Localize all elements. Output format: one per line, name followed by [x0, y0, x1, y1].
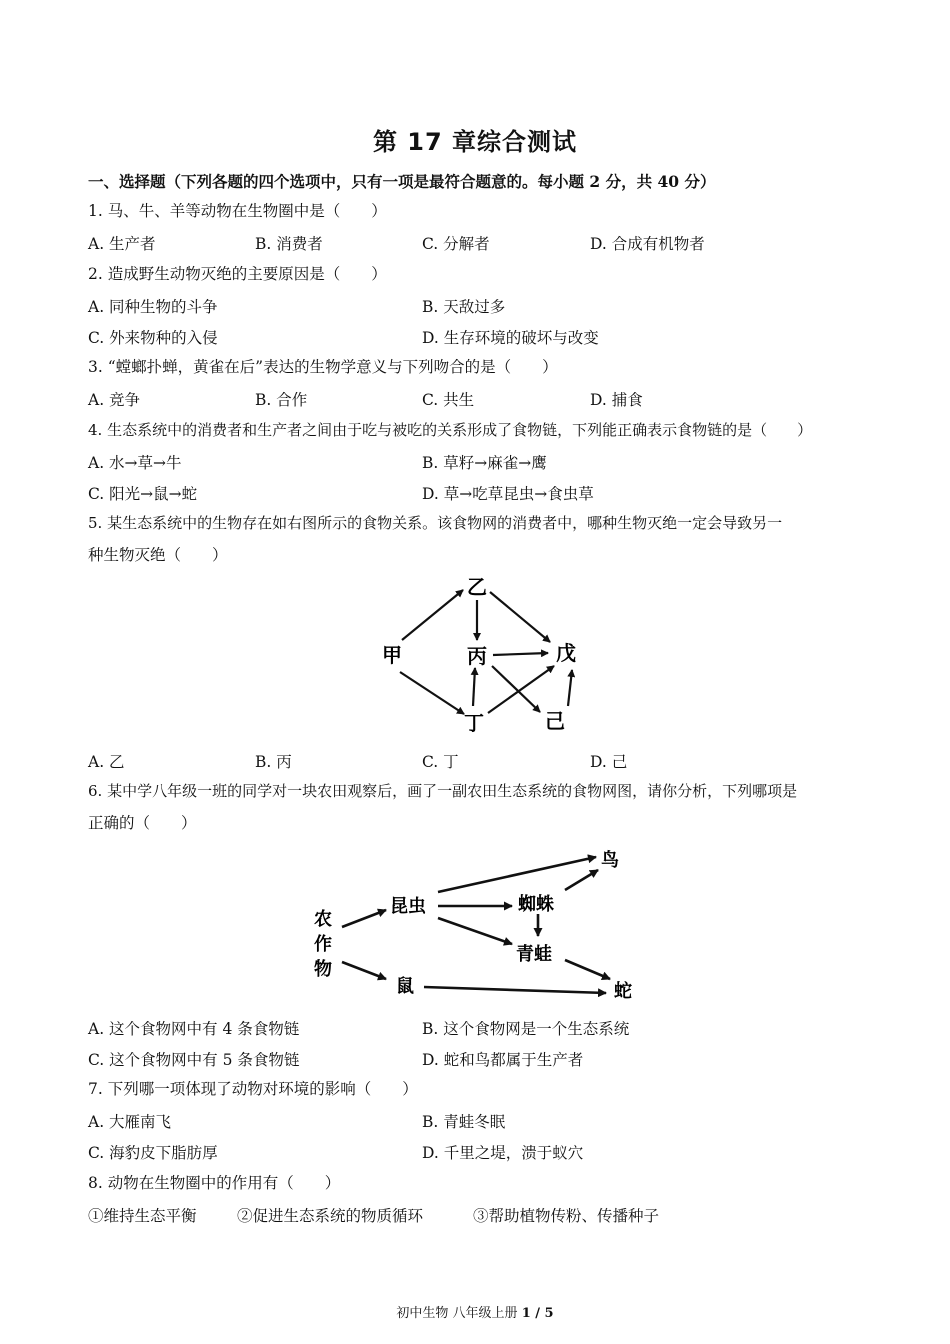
food-web-diagram-q5	[360, 568, 600, 743]
q6-option-c: C. 这个食物网中有 5 条食物链	[88, 1051, 300, 1069]
section-header: 一、选择题（下列各题的四个选项中，只有一项是最符合题意的。每小题 2 分，共 40 分）	[88, 172, 716, 191]
q8-item-1: ①维持生态平衡	[88, 1207, 197, 1225]
q3-option-a: A. 竞争	[88, 391, 141, 409]
arrow-jia-ding	[400, 672, 464, 714]
q6-option-b: B. 这个食物网是一个生态系统	[422, 1020, 630, 1038]
node-frog: 青蛙	[516, 944, 552, 965]
node-jia: 甲	[382, 643, 402, 667]
q7-option-d: D. 千里之堤，溃于蚁穴	[422, 1144, 584, 1162]
node-crop-2: 作	[314, 934, 332, 955]
question-7-stem: 7. 下列哪一项体现了动物对环境的影响（ ）	[88, 1080, 418, 1098]
footer-text: 初中生物 八年级上册	[396, 1306, 522, 1321]
question-6-stem-line1: 6. 某中学八年级一班的同学对一块农田观察后，画了一副农田生态系统的食物网图，请你分析，下列哪项是	[88, 782, 798, 800]
q2-option-c: C. 外来物种的入侵	[88, 329, 218, 347]
question-8-stem: 8. 动物在生物圈中的作用有（ ）	[88, 1174, 341, 1192]
arrow-ji-wu	[568, 670, 572, 706]
node-yi: 乙	[467, 575, 487, 599]
q5-option-c: C. 丁	[422, 753, 459, 771]
node-snake: 蛇	[614, 981, 632, 1002]
q7-option-b: B. 青蛙冬眠	[422, 1113, 506, 1131]
q5-option-a: A. 乙	[88, 753, 125, 771]
q3-option-b: B. 合作	[255, 391, 308, 409]
question-5-stem-line1: 5. 某生态系统中的生物存在如右图所示的食物关系。该食物网的消费者中，哪种生物灭绝一定会导致另一	[88, 514, 783, 532]
question-3-stem: 3. “螳螂扑蝉，黄雀在后”表达的生物学意义与下列吻合的是（ ）	[88, 358, 558, 376]
arrow-insect-frog	[438, 918, 512, 944]
node-crop-1: 农	[314, 909, 332, 930]
q4-option-a: A. 水→草→牛	[88, 454, 182, 472]
q8-item-2: ②促进生态系统的物质循环	[237, 1207, 424, 1225]
question-1-stem: 1. 马、牛、羊等动物在生物圈中是（ ）	[88, 202, 387, 220]
q7-option-a: A. 大雁南飞	[88, 1113, 172, 1131]
q5-option-d: D. 己	[590, 753, 628, 771]
q3-option-c: C. 共生	[422, 391, 475, 409]
q2-option-a: A. 同种生物的斗争	[88, 298, 218, 316]
q6-option-a: A. 这个食物网中有 4 条食物链	[88, 1020, 300, 1038]
q2-option-b: B. 天敌过多	[422, 298, 506, 316]
q1-option-a: A. 生产者	[88, 235, 156, 253]
page-title: 第 17 章综合测试	[372, 128, 578, 156]
question-2-stem: 2. 造成野生动物灭绝的主要原因是（ ）	[88, 265, 387, 283]
q1-option-d: D. 合成有机物者	[590, 235, 705, 253]
node-bird: 鸟	[601, 850, 619, 871]
page-number: 1 / 5	[521, 1306, 554, 1321]
question-5-stem-line2: 种生物灭绝（ ）	[88, 546, 228, 564]
node-ji: 己	[545, 709, 565, 733]
node-ding: 丁	[464, 711, 484, 735]
arrow-jia-yi	[402, 590, 463, 640]
node-mouse: 鼠	[396, 976, 414, 997]
q7-option-c: C. 海豹皮下脂肪厚	[88, 1144, 218, 1162]
arrow-crop-mouse	[342, 962, 386, 979]
arrow-frog-snake	[565, 960, 610, 979]
q4-option-d: D. 草→吃草昆虫→食虫草	[422, 485, 594, 503]
food-web-diagram-q6	[300, 840, 650, 1010]
question-4-stem: 4. 生态系统中的消费者和生产者之间由于吃与被吃的关系形成了食物链，下列能正确表示食物链的是（ ）	[88, 421, 813, 439]
node-crop-3: 物	[314, 959, 332, 980]
page-footer	[0, 1302, 950, 1321]
q1-option-b: B. 消费者	[255, 235, 323, 253]
q6-option-d: D. 蛇和鸟都属于生产者	[422, 1051, 584, 1069]
q3-option-d: D. 捕食	[590, 391, 643, 409]
q4-option-c: C. 阳光→鼠→蛇	[88, 485, 198, 503]
arrow-crop-insect	[342, 910, 386, 927]
q2-option-d: D. 生存环境的破坏与改变	[422, 329, 599, 347]
q1-option-c: C. 分解者	[422, 235, 490, 253]
node-wu: 戊	[556, 641, 576, 665]
node-spider: 蜘蛛	[518, 894, 554, 915]
arrow-yi-wu	[490, 592, 550, 642]
q8-item-3: ③帮助植物传粉、传播种子	[473, 1207, 660, 1225]
question-6-stem-line2: 正确的（ ）	[88, 814, 197, 832]
node-insect: 昆虫	[390, 896, 426, 917]
q5-option-b: B. 丙	[255, 753, 292, 771]
arrow-mouse-snake	[424, 987, 606, 993]
arrow-ding-bing	[473, 668, 475, 706]
arrow-spider-bird	[565, 870, 598, 890]
q4-option-b: B. 草籽→麻雀→鹰	[422, 454, 547, 472]
arrow-bing-wu	[493, 653, 548, 655]
node-bing: 丙	[467, 644, 487, 668]
